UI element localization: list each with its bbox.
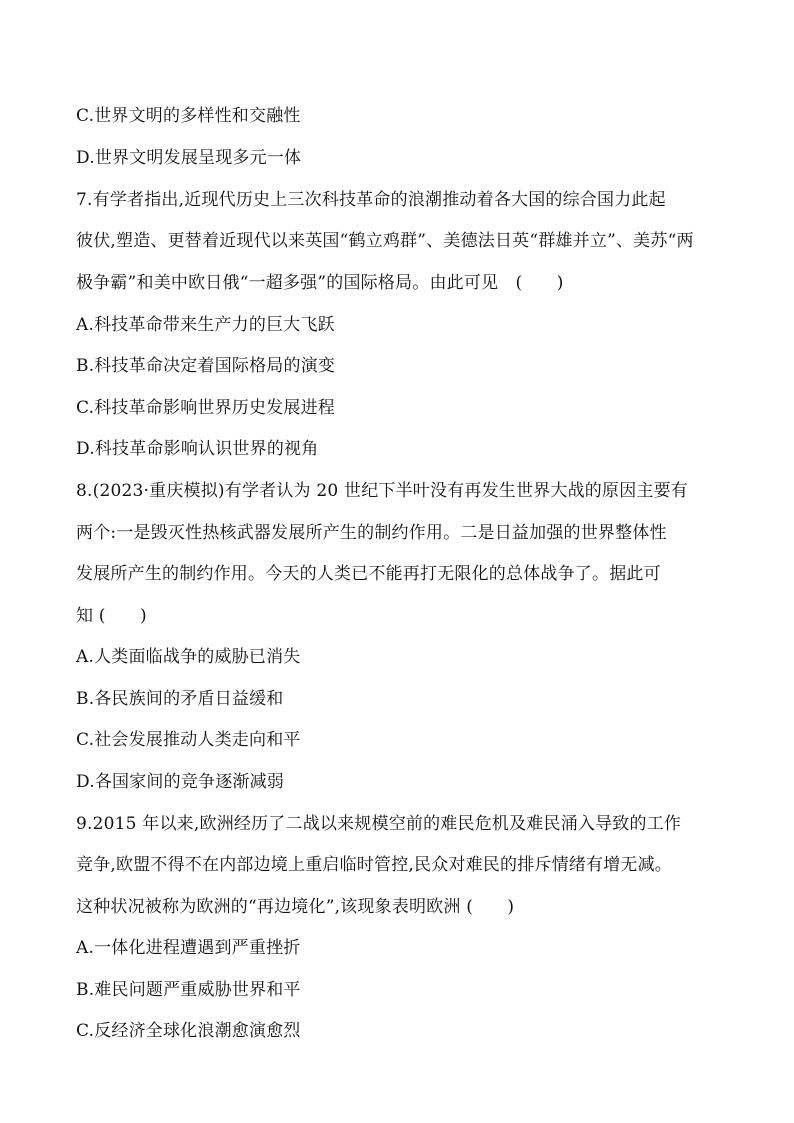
q8-option-a[interactable]: A.人类面临战争的威胁已消失 [76,647,301,667]
q7-stem-line2: 彼伏,塑造、更替着近现代以来英国“鹤立鸡群”、美德法日英“群雄并立”、美苏“两 [76,231,694,251]
q9-option-c[interactable]: C.反经济全球化浪潮愈演愈烈 [76,1021,301,1041]
q6-option-d[interactable]: D.世界文明发展呈现多元一体 [76,148,302,168]
q6-option-c[interactable]: C.世界文明的多样性和交融性 [76,106,301,126]
q7-option-d[interactable]: D.科技革命影响认识世界的视角 [76,439,319,459]
q9-option-a[interactable]: A.一体化进程遭遇到严重挫折 [76,938,301,958]
q7-stem-line3: 极争霸”和美中欧日俄“一超多强”的国际格局。由此可见 ( ) [76,273,564,293]
q8-stem-line1: 8.(2023·重庆模拟)有学者认为 20 世纪下半叶没有再发生世界大战的原因主要有 [76,481,688,501]
q7-option-a[interactable]: A.科技革命带来生产力的巨大飞跃 [76,315,335,335]
q9-stem-line3: 这种状况被称为欧洲的“再边境化”,该现象表明欧洲 ( ) [76,897,515,917]
q8-option-c[interactable]: C.社会发展推动人类走向和平 [76,730,301,750]
q9-stem-line2: 竞争,欧盟不得不在内部边境上重启临时管控,民众对难民的排斥情绪有增无减。 [76,855,673,875]
q7-option-c[interactable]: C.科技革命影响世界历史发展进程 [76,398,336,418]
q8-option-d[interactable]: D.各国家间的竞争逐渐减弱 [76,772,285,792]
q8-option-b[interactable]: B.各民族间的矛盾日益缓和 [76,689,284,709]
q9-option-b[interactable]: B.难民问题严重威胁世界和平 [76,980,301,1000]
q9-stem-line1: 9.2015 年以来,欧洲经历了二战以来规模空前的难民危机及难民涌入导致的工作 [76,814,682,834]
q7-stem-line1: 7.有学者指出,近现代历史上三次科技革命的浪潮推动着各大国的综合国力此起 [76,190,666,210]
q7-option-b[interactable]: B.科技革命决定着国际格局的演变 [76,356,336,376]
q8-stem-line2: 两个:一是毁灭性热核武器发展所产生的制约作用。二是日益加强的世界整体性 [76,523,667,543]
q8-stem-line4: 知 ( ) [76,606,147,626]
q8-stem-line3: 发展所产生的制约作用。今天的人类已不能再打无限化的总体战争了。据此可 [76,564,661,584]
